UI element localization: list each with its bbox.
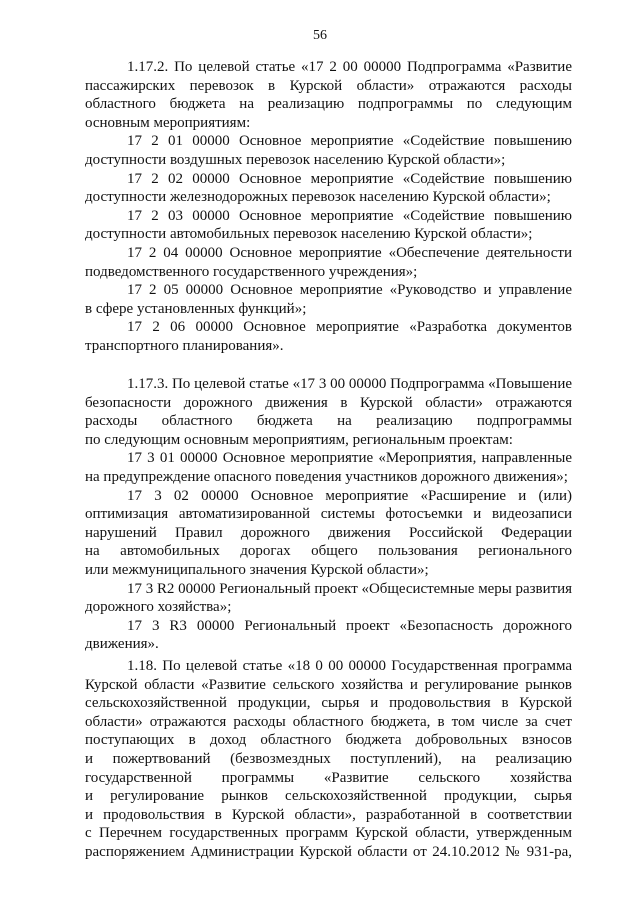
paragraph-line: 1.18. По целевой статье «18 0 00 00000 Государственная программа bbox=[127, 658, 572, 674]
paragraph-line: оптимизация автоматизированной системы фотосъемки и видеозаписи bbox=[85, 506, 572, 523]
paragraph-line: подведомственного государственного учреждения»; bbox=[85, 263, 418, 280]
paragraph-line: распоряжением Администрации Курской области от 24.10.2012 № 931-ра, bbox=[85, 843, 572, 860]
paragraph-line: доступности автомобильных перевозок населению Курской области»; bbox=[85, 226, 533, 243]
paragraph-line: безопасности дорожного движения в Курской области» отражаются bbox=[85, 394, 572, 411]
paragraph-line: и регулирование рынков сельскохозяйственной продукции, сырья bbox=[85, 788, 572, 805]
paragraph-line: государственной программы «Развитие сельского хозяйства bbox=[85, 769, 572, 786]
paragraph-line: 17 3 R2 00000 Региональный проект «Общесистемные меры развития bbox=[127, 580, 572, 597]
paragraph-line: поступающих в доход областного бюджета добровольных взносов bbox=[85, 732, 572, 749]
paragraph-line: 17 2 04 00000 Основное мероприятие «Обеспечение деятельности bbox=[127, 244, 572, 261]
paragraph-line: Курской области «Развитие сельского хозяйства и регулирование рынков bbox=[85, 676, 572, 693]
paragraph-line: на автомобильных дорогах общего пользования регионального bbox=[85, 543, 572, 560]
paragraph-line: областного бюджета на реализацию подпрограммы по следующим bbox=[85, 96, 572, 113]
paragraph-line: в сфере установленных функций»; bbox=[85, 300, 307, 317]
paragraph-line: 17 3 02 00000 Основное мероприятие «Расширение и (или) bbox=[127, 487, 572, 504]
section-1-18 bbox=[85, 657, 572, 862]
paragraph-line: области» отражаются расходы областного бюджета, в том числе за счет bbox=[85, 713, 572, 730]
paragraph-line: 17 2 01 00000 Основное мероприятие «Содействие повышению bbox=[127, 133, 572, 150]
paragraph-line: дорожного хозяйства»; bbox=[85, 599, 232, 616]
paragraph-line: 17 2 06 00000 Основное мероприятие «Разработка документов bbox=[127, 319, 572, 336]
paragraph-line: 1.17.3. По целевой статье «17 3 00 00000 Подпрограмма «Повышение bbox=[127, 376, 572, 392]
paragraph-line: 17 3 01 00000 Основное мероприятие «Мероприятия, направленные bbox=[127, 450, 572, 467]
paragraph-line: 17 2 02 00000 Основное мероприятие «Содействие повышению bbox=[127, 170, 572, 187]
paragraph-line: на предупреждение опасного поведения участников дорожного движения»; bbox=[85, 468, 568, 485]
paragraph-line: транспортного планирования». bbox=[85, 337, 284, 354]
paragraph-line: по следующим основным мероприятиям, региональным проектам: bbox=[85, 431, 513, 448]
paragraph-line: расходы областного бюджета на реализацию подпрограммы bbox=[85, 413, 572, 430]
paragraph-line: движения». bbox=[85, 636, 159, 653]
paragraph-line: сельскохозяйственной продукции, сырья и продовольствия в Курской bbox=[85, 695, 572, 712]
paragraph-line: или межмуниципального значения Курской области»; bbox=[85, 561, 429, 578]
section-1-17-2 bbox=[85, 58, 572, 356]
page-number: 56 bbox=[313, 28, 327, 43]
paragraph-line: нарушений Правил дорожного движения Российской Федерации bbox=[85, 524, 572, 541]
paragraph-line: доступности железнодорожных перевозок населению Курской области»; bbox=[85, 189, 551, 206]
paragraph-line: 17 2 03 00000 Основное мероприятие «Содействие повышению bbox=[127, 207, 572, 224]
paragraph-line: основным мероприятиям: bbox=[85, 114, 251, 131]
paragraph-line: и продовольствия в Курской области», разработанной в соответствии bbox=[85, 806, 572, 823]
paragraph-line: 1.17.2. По целевой статье «17 2 00 00000 Подпрограмма «Развитие bbox=[127, 59, 572, 75]
paragraph-line: 17 3 R3 00000 Региональный проект «Безопасность дорожного bbox=[127, 617, 572, 634]
paragraph-line: доступности воздушных перевозок населению Курской области»; bbox=[85, 151, 506, 168]
paragraph-line: с Перечнем государственных программ Курской области, утвержденным bbox=[85, 825, 572, 842]
paragraph-line: и пожертвований (безвозмездных поступлений), на реализацию bbox=[85, 750, 572, 767]
paragraph-line: 17 2 05 00000 Основное мероприятие «Руководство и управление bbox=[127, 282, 572, 299]
paragraph-line: пассажирских перевозок в Курской области» отражаются расходы bbox=[85, 77, 572, 94]
section-1-17-3 bbox=[85, 375, 572, 654]
